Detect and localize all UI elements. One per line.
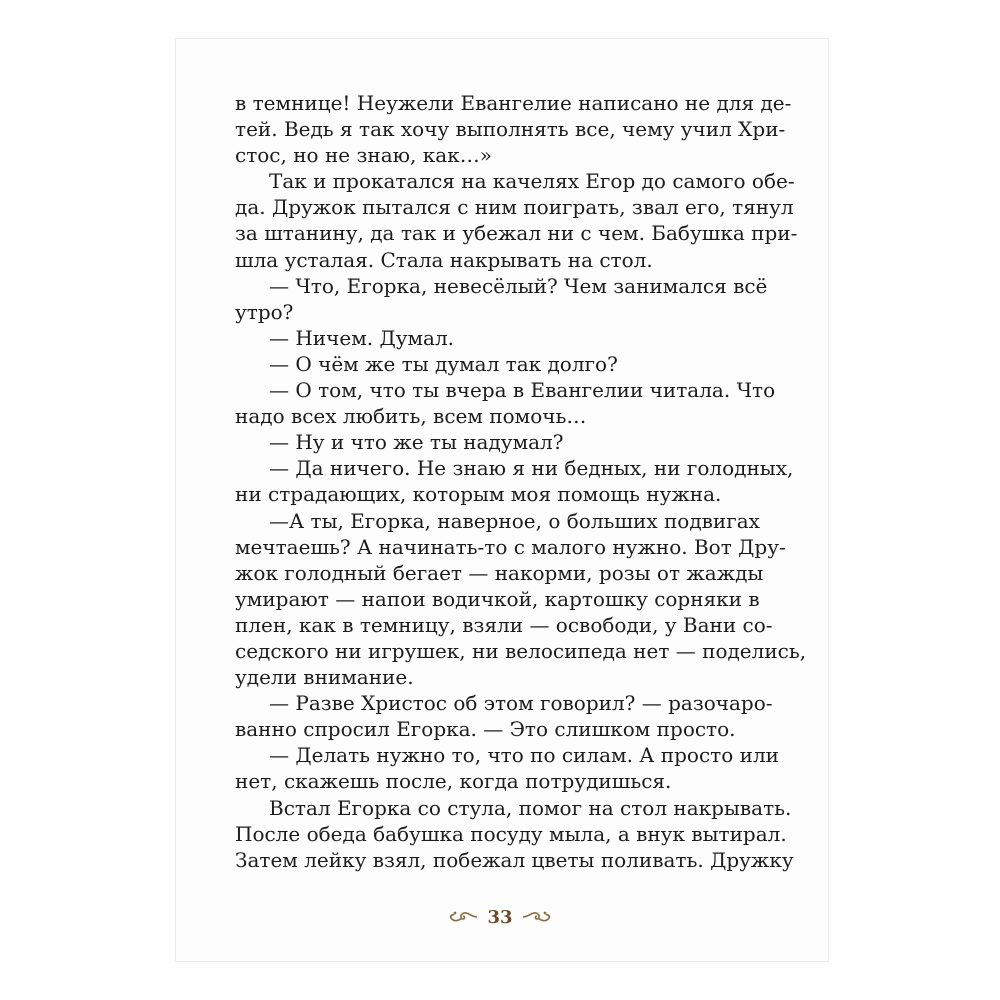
text-line: — О чём же ты думал так долго? bbox=[269, 351, 618, 376]
text-line: седского ни игрушек, ни велосипеда нет — поделись, bbox=[235, 638, 807, 663]
text-line: После обеда бабушка посуду мыла, а внук вытирал. bbox=[235, 821, 787, 846]
text-line: удели внимание. bbox=[235, 665, 414, 690]
text-line: ванно спросил Егорка. — Это слишком просто. bbox=[235, 717, 736, 742]
text-line: — Разве Христос об этом говорил? — разочаро- bbox=[269, 691, 773, 716]
text-line: —А ты, Егорка, наверное, о больших подвигах bbox=[269, 508, 760, 533]
text-line: надо всех любить, всем помочь… bbox=[235, 404, 587, 429]
page-text bbox=[235, 90, 807, 873]
text-line: стос, но не знаю, как…» bbox=[235, 143, 492, 168]
scroll-ornament-left-icon bbox=[449, 909, 479, 925]
text-line: — Ничем. Думал. bbox=[269, 325, 455, 350]
text-line: мечтаешь? А начинать-то с малого нужно. Вот Дру- bbox=[235, 534, 786, 559]
page-number: 33 bbox=[487, 906, 513, 928]
text-line: тей. Ведь я так хочу выполнять все, чему учил Хри- bbox=[235, 117, 786, 142]
text-line: — Делать нужно то, что по силам. А просто или bbox=[269, 743, 779, 768]
text-line: Затем лейку взял, побежал цветы поливать. Дружку bbox=[235, 847, 794, 872]
text-line: в темнице! Неужели Евангелие написано не для де- bbox=[235, 91, 792, 115]
scroll-ornament-right-icon bbox=[521, 909, 551, 925]
text-line: — О том, что ты вчера в Евангелии читала. Что bbox=[269, 378, 776, 403]
text-line: нет, скажешь после, когда потрудишься. bbox=[235, 769, 672, 794]
text-line: Встал Егорка со стула, помог на стол накрывать. bbox=[269, 795, 792, 820]
page-footer bbox=[440, 902, 560, 932]
text-line: утро? bbox=[235, 299, 294, 324]
text-line: за штанину, да так и убежал ни с чем. Бабушка при- bbox=[235, 221, 798, 246]
text-line: жок голодный бегает — накорми, розы от жажды bbox=[235, 560, 764, 585]
text-line: плен, как в темницу, взяли — освободи, у Вани со- bbox=[235, 612, 773, 637]
text-line: шла усталая. Стала накрывать на стол. bbox=[235, 247, 653, 272]
text-line: — Ну и что же ты надумал? bbox=[269, 430, 564, 455]
text-line: ни страдающих, которым моя помощь нужна. bbox=[235, 482, 722, 507]
text-line: умирают — напои водичкой, картошку сорняки в bbox=[235, 586, 760, 611]
text-line: — Да ничего. Не знаю я ни бедных, ни голодных, bbox=[269, 456, 794, 481]
text-line: — Что, Егорка, невесёлый? Чем занимался всё bbox=[269, 273, 768, 298]
text-line: Так и прокатался на качелях Егор до самого обе- bbox=[269, 169, 795, 194]
text-line: да. Дружок пытался с ним поиграть, звал его, тянул bbox=[235, 195, 794, 220]
